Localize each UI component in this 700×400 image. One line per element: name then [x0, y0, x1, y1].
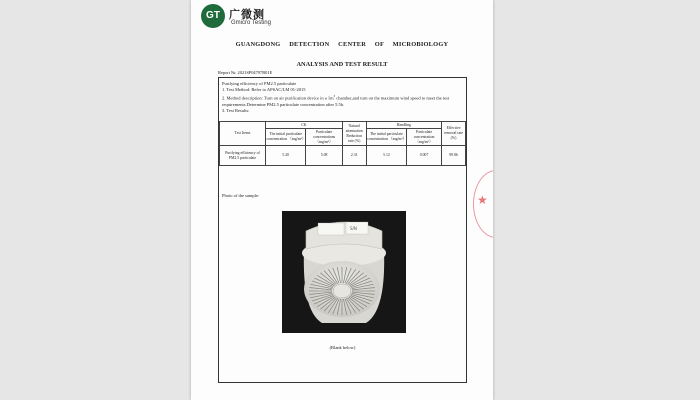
cell-ck-particulate: 5.08	[306, 146, 342, 166]
logo-badge: GT	[201, 4, 225, 28]
test-header	[222, 81, 462, 114]
test-results-label: 3. Test Results:	[222, 107, 250, 113]
test-method-line: 1. Test Method: Refer to APSAC/LM 01-2015	[222, 87, 306, 92]
cell-effective-rate: 99.86	[442, 146, 466, 166]
method-description-suffix: chamber,and turn on the maximum wind speed to meet the test requirements.Determine PM2.5 particulate concentration after 5.5h.	[222, 95, 450, 107]
sample-photo	[282, 211, 406, 333]
air-purifier-image	[282, 211, 406, 333]
col-effective-removal: Effective removal rate (%)	[442, 122, 466, 146]
purpose-line: Purifying efficiency of PM2.5 particulate	[222, 81, 297, 86]
col-ck-particulate: Particulate concentrations （mg/m³）	[306, 129, 342, 146]
stamp-star-icon: ★	[477, 193, 488, 207]
document-title: ANALYSIS AND TEST RESULT	[296, 61, 388, 68]
cell-ck-initial: 5.20	[266, 146, 306, 166]
col-ck-initial: The initial particulate concentration （mg/m³）	[266, 129, 306, 146]
cell-natural-rate: 2.31	[342, 146, 366, 166]
method-description-sup: 3	[333, 94, 336, 98]
photo-label: Photo of the sample:	[222, 193, 260, 198]
cell-item: Purifying efficiency of PM2.5 particulate	[220, 146, 266, 166]
col-test-items: Test Items	[220, 122, 266, 146]
method-description-prefix: 2. Method description: Turn on air purification device in a 1m	[222, 95, 334, 101]
logo-english-name: Gmicro Testing	[231, 20, 271, 26]
col-handling-initial: The initial particulate concentration （mg/m³）	[366, 129, 406, 146]
results-table	[219, 121, 466, 166]
report-frame	[218, 77, 467, 383]
col-handling: Handling	[366, 122, 441, 129]
col-ck: CK	[266, 122, 343, 129]
report-page	[191, 0, 493, 400]
col-handling-particulate: Particulate concentration （mg/m³）	[407, 129, 442, 146]
cell-handling-particulate: 0.007	[407, 146, 442, 166]
blank-below-note: (Blank below)	[329, 345, 356, 350]
table-row	[220, 146, 466, 166]
photo-label-1-text: S/N	[350, 226, 357, 231]
logo-chinese-name: 广微测	[229, 8, 265, 21]
report-number: Report №: 2021SP04797R01E	[218, 70, 273, 75]
company-logo	[201, 4, 301, 32]
table-header-row	[220, 122, 466, 129]
col-natural-attenuation: Natural attenuation Reduction rate (%)	[342, 122, 366, 146]
organization-title: GUANGDONG DETECTION CENTER OF MICROBIOLOGY	[235, 41, 449, 48]
method-description-line	[222, 93, 462, 108]
cell-handling-initial: 5.12	[366, 146, 406, 166]
